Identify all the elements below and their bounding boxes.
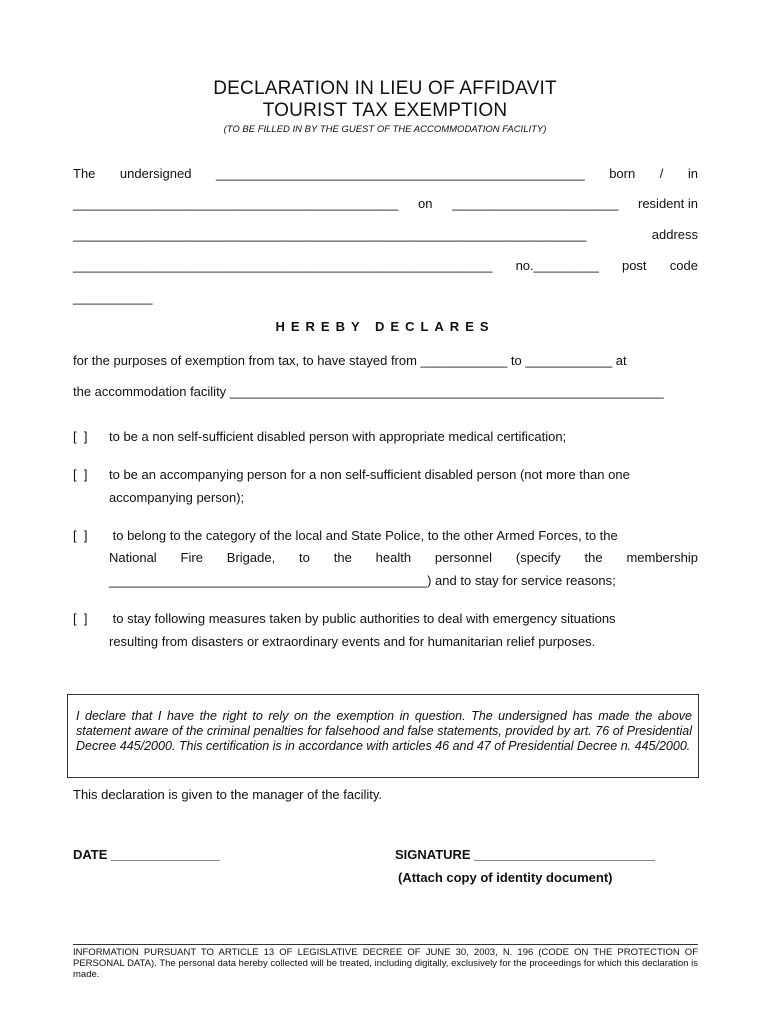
option-4-text-line1: to stay following measures taken by public authorities to deal with emergency situations <box>109 611 616 626</box>
document-title-line1: DECLARATION IN LIEU OF AFFIDAVIT <box>213 78 557 99</box>
personal-line-2 <box>73 196 698 211</box>
option-3-word: National <box>109 550 157 565</box>
stay-period-line[interactable]: for the purposes of exemption from tax, to have stayed from ____________ to ____________ at <box>73 353 627 368</box>
personal-line-4 <box>73 258 698 273</box>
document-title-line2: TOURIST TAX EXEMPTION <box>262 100 508 121</box>
post-code-field[interactable]: ___________ <box>73 290 153 305</box>
option-3-word: (specify <box>515 550 561 565</box>
option-3-word: membership <box>626 550 698 565</box>
statement-text: I declare that I have the right to rely on the exemption in question. The undersigned has made the above statement aware of the criminal penalties for falsehood and false statements, provided by art. 76 of Presidential Decree 445/2000. This certification is in accordance with articles 46 and 47 of Presidential Decree n. 445/2000. <box>76 709 692 753</box>
option-3-word: Brigade, <box>226 550 276 565</box>
declares-heading: HEREBY DECLARES <box>275 319 495 334</box>
privacy-footer <box>73 947 698 980</box>
option-2-text-line2: accompanying person); <box>109 490 245 505</box>
option-2-checkbox[interactable]: [ ] <box>73 467 88 482</box>
residence-field[interactable]: _______________________________________________________________________ <box>73 227 587 242</box>
label-code: code <box>669 258 698 273</box>
personal-line-3 <box>73 227 698 242</box>
footer-rule <box>73 944 698 945</box>
option-1-checkbox[interactable]: [ ] <box>73 429 88 444</box>
document-subtitle: (TO BE FILLED IN BY THE GUEST OF THE ACCOMMODATION FACILITY) <box>223 124 547 135</box>
name-field[interactable]: ___________________________________________________ <box>215 166 585 181</box>
date-field[interactable]: _______________ <box>111 847 220 862</box>
address-field[interactable]: __________________________________________________________ <box>73 258 493 273</box>
option-3-checkbox[interactable]: [ ] <box>73 528 88 543</box>
personal-line-1 <box>73 166 698 181</box>
signature-field[interactable]: _________________________ <box>474 847 655 862</box>
birthplace-field[interactable]: _____________________________________________ <box>73 196 399 211</box>
option-3-word: to <box>299 550 310 565</box>
option-1-text: to be a non self-sufficient disabled person with appropriate medical certification; <box>109 429 567 444</box>
privacy-heading: INFORMATION PURSUANT TO ARTICLE 13 OF LEGISLATIVE DECREE OF JUNE 30, 2003, N. 196 (CODE ON THE PROTECTION OF PERSONAL DATA). <box>73 947 698 969</box>
date-label: DATE <box>73 847 108 862</box>
label-the: The <box>73 166 96 181</box>
option-4-text-line2: resulting from disasters or extraordinary events and for humanitarian relief purposes. <box>109 634 596 649</box>
option-3-word: Fire <box>180 550 203 565</box>
label-post: post <box>621 258 647 273</box>
signature-label: SIGNATURE <box>395 847 471 862</box>
label-resident-in: resident in <box>638 196 698 211</box>
label-on: on <box>417 196 433 211</box>
label-undersigned: undersigned <box>119 166 192 181</box>
label-in: in <box>687 166 698 181</box>
option-2-text-line1: to be an accompanying person for a non self-sufficient disabled person (not more than one <box>109 467 630 482</box>
birthdate-field[interactable]: _______________________ <box>452 196 619 211</box>
option-3-word: the <box>584 550 603 565</box>
house-number-field[interactable]: no._________ <box>515 258 599 273</box>
option-3-text-line1: to belong to the category of the local and State Police, to the other Armed Forces, to the <box>109 528 618 543</box>
facility-line[interactable]: the accommodation facility ____________________________________________________________ <box>73 384 664 399</box>
signature-row <box>395 847 655 862</box>
attach-note: (Attach copy of identity document) <box>398 870 613 885</box>
label-born: born <box>609 166 636 181</box>
option-3-text-line2 <box>109 550 698 565</box>
option-4-checkbox[interactable]: [ ] <box>73 611 88 626</box>
given-to-text: This declaration is given to the manager of the facility. <box>73 787 383 802</box>
date-row <box>73 847 220 862</box>
membership-field-line[interactable]: ____________________________________________) and to stay for service reasons; <box>109 573 616 588</box>
privacy-body: The personal data hereby collected will be treated, including digitally, exclusively for the proceedings for which this declaration is made. <box>73 958 699 980</box>
label-slash: / <box>659 166 664 181</box>
statement-box <box>67 694 699 778</box>
option-3-word: personnel <box>434 550 493 565</box>
option-3-word: health <box>375 550 412 565</box>
label-address: address <box>651 227 698 242</box>
option-3-word: the <box>333 550 352 565</box>
